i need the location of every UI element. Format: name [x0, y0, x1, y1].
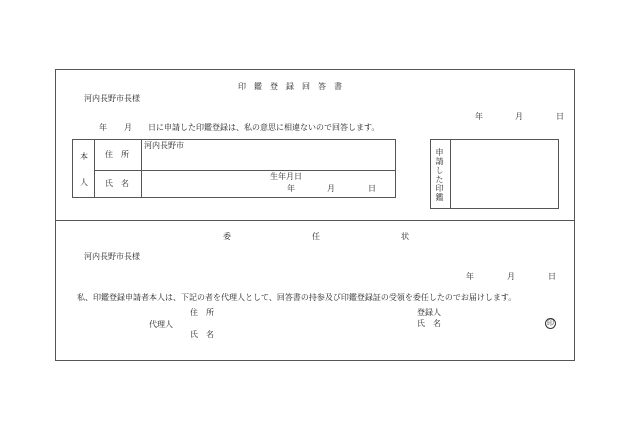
answer-addressee: 河内長野市長様	[84, 94, 140, 103]
answer-date-day: 日	[556, 112, 564, 121]
birth-month: 月	[327, 184, 335, 193]
applicant-label-bottom: 人	[80, 178, 88, 187]
birth-day: 日	[368, 184, 376, 193]
statement-text: 日に申請した印鑑登録は、私の意思に相違ないので回答します。	[148, 123, 380, 132]
proxy-addressee: 河内長野市長様	[84, 252, 140, 261]
proxy-date-year: 年	[466, 272, 474, 281]
address-value: 河内長野市	[144, 141, 184, 150]
birth-label: 生年月日	[270, 172, 302, 181]
registrant-label: 登録人	[417, 308, 441, 317]
agent-name-label: 氏 名	[190, 330, 214, 339]
applicant-label-top: 本	[80, 152, 88, 161]
name-label: 氏 名	[105, 179, 129, 188]
statement-month: 月	[124, 123, 132, 132]
agent-address-label: 住 所	[190, 308, 214, 317]
proxy-title-3: 状	[401, 232, 409, 241]
statement-year: 年	[99, 123, 107, 132]
birth-year: 年	[287, 184, 295, 193]
proxy-date-day: 日	[548, 272, 556, 281]
answer-title: 印 鑑 登 録 回 答 書	[238, 82, 342, 91]
proxy-statement: 私、印鑑登録申請者本人は、下記の者を代理人として、回答書の持参及び印鑑登録証の受領を委任したのでお届けします。	[77, 293, 517, 302]
agent-label: 代理人	[149, 320, 173, 329]
registrant-name-label: 氏 名	[417, 319, 441, 328]
form-frame	[55, 69, 575, 361]
address-label: 住 所	[105, 150, 129, 159]
section-divider	[55, 220, 575, 221]
applicant-table	[72, 139, 396, 198]
seal-mark-icon: 印	[547, 319, 554, 327]
proxy-title-2: 任	[312, 232, 320, 241]
seal-label: 申請した印鑑	[435, 148, 444, 202]
answer-date-year: 年	[475, 112, 483, 121]
proxy-title-1: 委	[223, 232, 231, 241]
answer-date-month: 月	[515, 112, 523, 121]
proxy-date-month: 月	[507, 272, 515, 281]
